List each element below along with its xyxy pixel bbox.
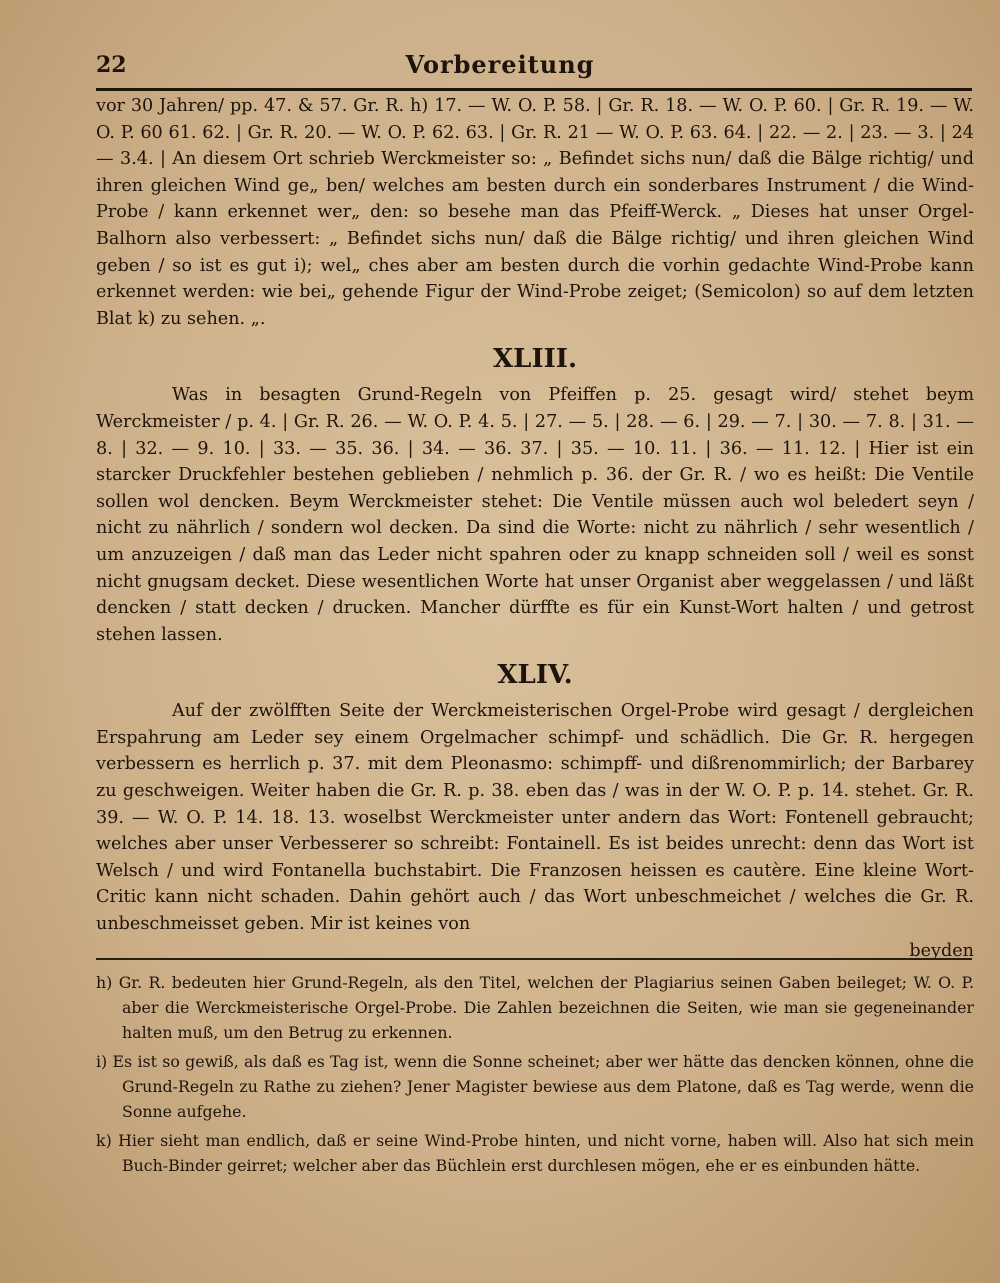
section-paragraph-xliii: Was in besagten Grund-Regeln von Pfeiffen p. 25. gesagt wird/ stehet beym Werckmeister / p. 4. | Gr. R. 26. — W. O. P. 4. 5. | 27. — 5. | 28. — 6. | 29. — 7. | 30. — 7. 8. | 31. — 8. | 32. — 9. 10. | 33. — 35. 36. | 34. — 36. 37. | 35. — 10. 11. | 36. — 11. 12. | Hier ist ein starcker Druckfehler bestehen geblieben / nehmlich p. 36. der Gr. R. / wo es heißt: Die Ventile sollen wol dencken. Beym Werckmeister stehet: Die Ventile müssen auch wol beledert seyn / nicht zu nährlich / sondern wol decken. Da sind die Worte: nicht zu nährlich / sehr wesentlich / um anzuzeigen / daß man das Leder nicht spahren oder zu knapp schneiden soll / weil es sonst nicht gnugsam decket. Diese wesentlichen Worte hat unser Organist aber weggelassen / und läßt dencken / statt decken / drucken. Mancher dürffte es für ein Kunst-Wort halten / und getrost stehen lassen. <box>96 385 974 645</box>
footnote-i <box>96 1049 974 1124</box>
section-paragraph-xliv: Auf der zwölfften Seite der Werckmeisterischen Orgel-Probe wird gesagt / dergleichen Erspahrung am Leder sey einem Orgelmacher schimpf- und schädlich. Die Gr. R. hergegen verbessern es herrlich p. 37. mit dem Pleonasmo: schimpff- und dißrenommirlich; der Barbarey zu geschweigen. Weiter haben die Gr. R. p. 38. eben das / was in der W. O. P. p. 14. stehet. Gr. R. 39. — W. O. P. 14. 18. 13. woselbst Werckmeister unter andern das Wort: Fontenell gebraucht; welches aber unser Verbesserer so schreibt: Fontainell. Es ist beides unrecht: denn das Wort ist Welsch / und wird Fontanella buchstabirt. Die Franzosen heissen es cautère. Eine kleine Wort-Critic kann nicht schaden. Dahin gehört auch / das Wort unbeschmeichet / welches die Gr. R. unbeschmeisset geben. Mir ist keines von <box>96 701 974 935</box>
footnote-mark: i) <box>96 1052 108 1071</box>
main-text <box>96 93 974 964</box>
footnotes <box>96 970 974 1182</box>
section-heading-xliii: XLIII. <box>493 344 577 375</box>
footnote-text: Es ist so gewiß, als daß es Tag ist, wenn die Sonne scheinet; aber wer hätte das dencken können, ohne die Grund-Regeln zu Rathe zu ziehen? Jener Magister bewiese aus dem Platone, daß es Tag werde, wenn die Sonne aufgehe. <box>112 1052 974 1121</box>
continued-paragraph: vor 30 Jahren/ pp. 47. & 57. Gr. R. h) 17. — W. O. P. 58. | Gr. R. 18. — W. O. P. 60. | Gr. R. 19. — W. O. P. 60 61. 62. | Gr. R. 20. — W. O. P. 62. 63. | Gr. R. 21 — W. O. P. 63. 64. | 22. — 2. | 23. — 3. | 24 — 3.4. | An diesem Ort schrieb Werckmeister so: „ Befindet sichs nun/ daß die Bälge richtig/ und ihren gleichen Wind ge„ ben/ welches am besten durch ein sonderbares Instrument / die Wind-Probe / kann erkennet wer„ den: so besehe man das Pfeiff-Werck. „ Dieses hat unser Orgel-Balhorn also verbessert: „ Befindet sichs nun/ daß die Bälge richtig/ und ihren gleichen Wind geben / so ist es gut i); wel„ ches aber am besten durch die vorhin gedachte Wind-Probe kann erkennet werden: wie bei„ gehende Figur der Wind-Probe zeiget; (Semicolon) so auf dem letzten Blat k) zu sehen. „. <box>96 96 974 329</box>
catchword: beyden <box>909 940 974 961</box>
footnote-k <box>96 1128 974 1178</box>
footnote-mark: h) <box>96 973 113 992</box>
footnote-rule <box>96 958 972 960</box>
running-head: Vorbereitung <box>405 50 595 79</box>
page-number: 22 <box>96 52 127 78</box>
footnote-text: Hier sieht man endlich, daß er seine Wind-Probe hinten, und nicht vorne, haben will. Also hat sich mein Buch-Binder geirret; welcher aber das Büchlein erst durchlesen mögen, ehe er es einbunden hätte. <box>118 1131 974 1175</box>
header-rule <box>96 88 972 91</box>
section-heading-xliv: XLIV. <box>497 660 573 691</box>
footnote-h <box>96 970 974 1045</box>
footnote-mark: k) <box>96 1131 112 1150</box>
footnote-text: Gr. R. bedeuten hier Grund-Regeln, als den Titel, welchen der Plagiarius seinen Gaben beileget; W. O. P. aber die Werckmeisterische Orgel-Probe. Die Zahlen bezeichnen die Seiten, wie man sie gegeneinander halten muß, um den Betrug zu erkennen. <box>118 973 974 1042</box>
